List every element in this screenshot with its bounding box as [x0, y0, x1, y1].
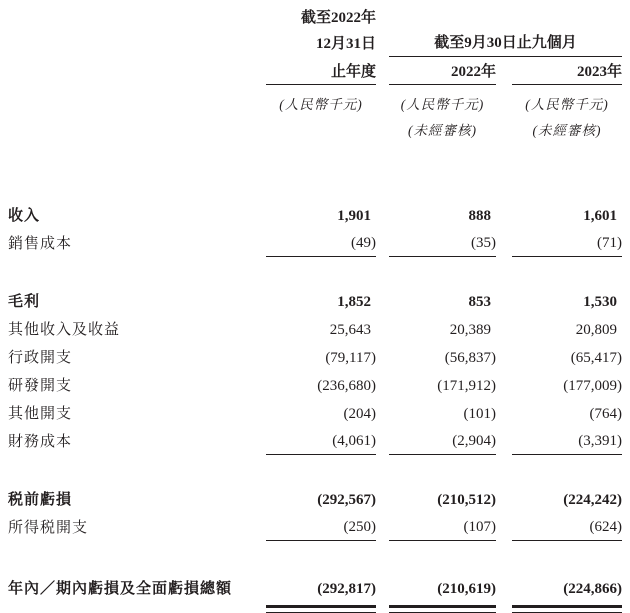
cell-value: (56,837): [444, 350, 496, 366]
currency-note-2023: (人民幣千元): [525, 97, 609, 112]
row-label: 銷售成本: [8, 236, 73, 252]
cell-value: 1,601: [583, 208, 617, 224]
row-label: 財務成本: [8, 434, 73, 450]
currency-note-annual: (人民幣千元): [279, 97, 363, 112]
table-row-revenue: [8, 201, 622, 229]
cell-value: (49): [266, 230, 376, 257]
cell-value: (177,009): [563, 378, 622, 394]
row-label: 毛利: [8, 294, 41, 310]
double-rule-segment: [389, 605, 496, 613]
cell-value: (71): [512, 230, 622, 257]
cell-value: (35): [389, 230, 496, 257]
cell-value: (224,866): [563, 581, 622, 597]
cell-value: 888: [468, 208, 491, 224]
row-label: 研發開支: [8, 378, 73, 394]
table-row-total-loss: [8, 574, 622, 602]
column-header-2022: 2022年: [389, 60, 496, 85]
cell-value: (250): [266, 514, 376, 541]
header-row-3: [8, 56, 622, 85]
table-body: [8, 201, 622, 613]
cell-value: (65,417): [570, 350, 622, 366]
cell-value: 1,852: [337, 294, 371, 310]
row-label: 年內／期內虧損及全面虧損總額: [8, 581, 233, 597]
cell-value: 1,530: [583, 294, 617, 310]
cell-value: 25,643: [329, 322, 371, 338]
nine-month-group-header: 截至9月30日止九個月: [389, 31, 622, 57]
cell-value: (764): [589, 406, 622, 422]
row-label: 所得税開支: [8, 520, 89, 536]
section-spacer: [8, 541, 622, 574]
table-row-admin-expenses: [8, 343, 622, 371]
table-row-other-income: [8, 315, 622, 343]
table-row-rd-expenses: [8, 371, 622, 399]
cell-value: (292,817): [317, 581, 376, 597]
column-header-2023: 2023年: [512, 60, 622, 85]
annual-period-line2: 12月31日: [315, 36, 376, 52]
row-label: 其他開支: [8, 406, 73, 422]
cell-value: 20,389: [449, 322, 491, 338]
currency-note-row: [8, 94, 622, 115]
header-row-1: [8, 6, 622, 31]
cell-value: (107): [389, 514, 496, 541]
cell-value: (624): [512, 514, 622, 541]
unaudited-note-2023: (未經審核): [532, 123, 602, 138]
table-row-other-expenses: [8, 399, 622, 427]
section-spacer: [8, 455, 622, 485]
cell-value: (236,680): [317, 378, 376, 394]
cell-value: (3,391): [512, 428, 622, 455]
table-row-cost-of-sales: [8, 229, 622, 257]
cell-value: (2,904): [389, 428, 496, 455]
row-label: 其他收入及收益: [8, 322, 121, 338]
annual-period-line1: 截至2022年: [300, 10, 376, 26]
annual-period-line3: 止年度: [266, 60, 376, 85]
unaudited-note-2022: (未經審核): [408, 123, 477, 138]
table-row-loss-before-tax: [8, 485, 622, 513]
cell-value: 1,901: [337, 208, 371, 224]
cell-value: (204): [343, 406, 376, 422]
cell-value: 853: [468, 294, 491, 310]
double-rule-segment: [512, 605, 622, 613]
total-double-rule: [8, 605, 622, 613]
table-row-finance-costs: [8, 427, 622, 455]
cell-value: 20,809: [575, 322, 617, 338]
currency-note-2022: (人民幣千元): [400, 97, 485, 112]
cell-value: (224,242): [563, 492, 622, 508]
cell-value: (292,567): [317, 492, 376, 508]
cell-value: (210,619): [437, 581, 496, 597]
table-row-income-tax: [8, 513, 622, 541]
header-row-2: [8, 31, 622, 56]
cell-value: (210,512): [437, 492, 496, 508]
section-spacer: [8, 257, 622, 287]
cell-value: (171,912): [437, 378, 496, 394]
double-rule-segment: [266, 605, 376, 613]
row-label: 行政開支: [8, 350, 73, 366]
cell-value: (79,117): [325, 350, 376, 366]
row-label: 收入: [8, 208, 41, 224]
cell-value: (101): [463, 406, 496, 422]
cell-value: (4,061): [266, 428, 376, 455]
table-row-gross-profit: [8, 287, 622, 315]
row-label: 税前虧損: [8, 492, 73, 508]
unaudited-note-row: [8, 120, 622, 141]
